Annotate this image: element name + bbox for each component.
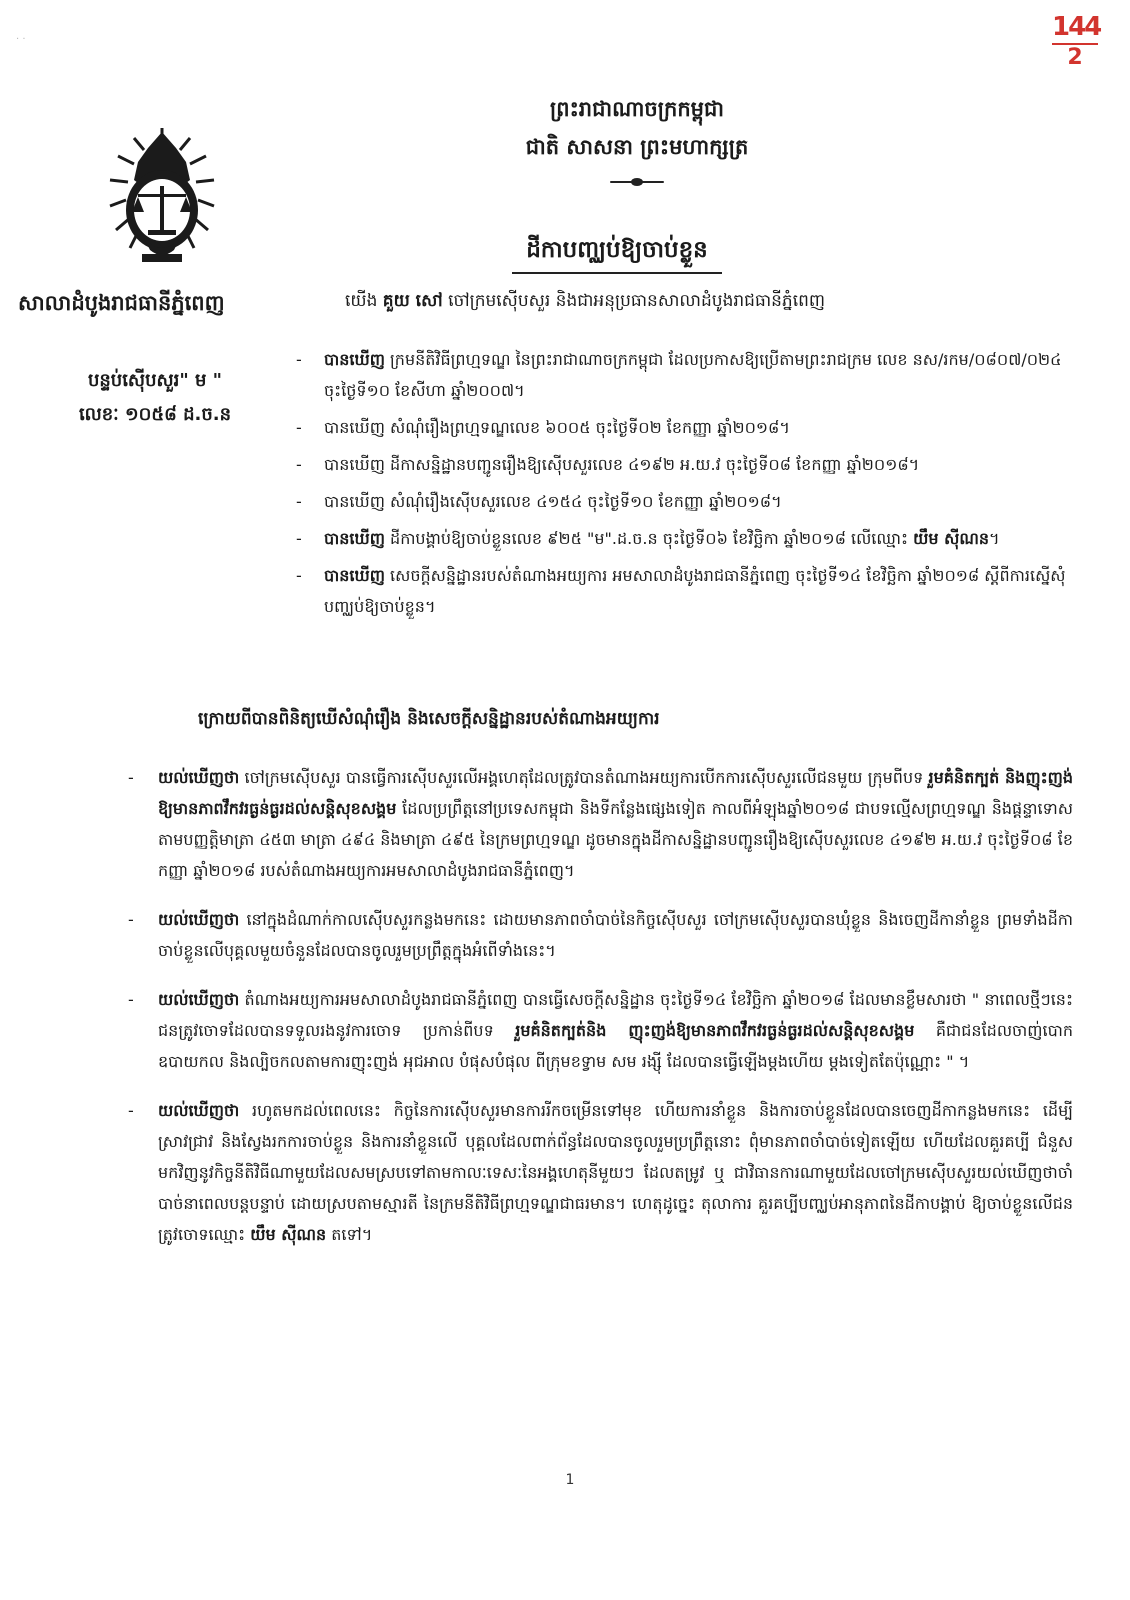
- item-text: ក្រមនីតិវិធីព្រហ្មទណ្ឌ នៃព្រះរាជាណាចក្រកម្ពុជា ដែលប្រកាសឱ្យប្រើតាមព្រះរាជក្រម លេខ នស/រកម/០៨០៧/០២៤ ចុះថ្ងៃទី១០ ខែសីហា ឆ្នាំ២០០៧។: [324, 350, 1062, 400]
- bridge-sentence: ក្រោយពីបានពិនិត្យឃើសំណុំរឿង និងសេចក្តីសន្និដ្ឋានរបស់តំណាងអយ្យការ: [198, 709, 660, 729]
- reason-lead: យល់ឃើញថា: [158, 910, 240, 929]
- list-item: - បានឃើញ ដីកាសន្និដ្ឋានបញ្ជូនរឿងឱ្យស៊ើបសួរលេខ ៤១៩២ អ.យ.វ ចុះថ្ងៃទី០៨ ខែកញ្ញា ឆ្នាំ២០១៨។: [296, 455, 920, 474]
- reason-lead: យល់ឃើញថា: [158, 1101, 240, 1120]
- judge-name: គួយ សៅ: [382, 291, 443, 311]
- margin-note-number: 144: [1052, 12, 1101, 42]
- item-text: សេចក្តីសន្និដ្ឋានរបស់តំណាងអយ្យការ អមសាលាដំបូងរាជធានីភ្នំពេញ ចុះថ្ងៃទី១៤ ខែវិច្ឆិកា ឆ្នាំ២០១៨ ស្តីពីការស្នើសុំបញ្ឈប់ឱ្យចាប់ខ្លួន។: [324, 566, 1066, 616]
- item-lead: បានឃើញ: [324, 350, 385, 369]
- intro-line: [345, 290, 1065, 315]
- reason-lead: យល់ឃើញថា: [158, 768, 240, 787]
- list-item: - បានឃើញ ដីកាបង្គាប់ឱ្យចាប់ខ្លួនលេខ ៩២៥ "ម".ដ.ច.ន ចុះថ្ងៃទី០៦ ខែវិច្ឆិកា ឆ្នាំ២០១៨ លើឈ្មោះ យឹម ស៊ីណន។: [296, 529, 1000, 548]
- reasons-list: [128, 762, 1073, 1268]
- item-lead: បានឃើញ: [324, 529, 385, 548]
- item-end: ។: [989, 529, 1000, 548]
- list-item: - យល់ឃើញថា រហូតមកដល់ពេលនេះ កិច្ចនៃការស៊ើបសួរមានការរីកចម្រើនទៅមុខ ហើយការនាំខ្លួន និងការចាប់ខ្លួនដែលបានចេញដីកាកន្លងមកនេះ ដើម្បីស្រាវជ្រាវ និងស្វែងរកការចាប់ខ្លួន និងការនាំខ្លួនលើ បុគ្គលដែលពាក់ព័ន្ធដែលបានចូលរួមប្រព្រឹត្តនោះ ពុំមានភាពចាំបាច់ទៀតឡើយ ហើយដែលគួរគប្បី ជំនួសមកវិញនូវកិច្ចនីតិវិធីណាមួយដែលសមស្របទៅតាមកាលៈទេសៈនៃអង្គហេតុនីមួយៗ ដែលតម្រូវ ឬ ជាវិធានការណាមួយដែលចៅក្រមស៊ើបសួរយល់ឃើញថាចាំបាច់នាពេលបន្តបន្ទាប់ ដោយស្របតាមស្មារតី នៃក្រមនីតិវិធីព្រហ្មទណ្ឌជាធរមាន។ ហេតុដូច្នេះ តុលាការ គួរគប្បីបញ្ឈប់អានុភាពនៃដីកាបង្គាប់ ឱ្យចាប់ខ្លួនលើជនត្រូវចោទឈ្មោះ យឹម ស៊ីណន តទៅ។: [128, 1101, 1073, 1244]
- reason-text-cont: ដែលប្រព្រឹត្តនៅប្រទេសកម្ពុជា និងទីកន្លែងផ្សេងទៀត កាលពីអំឡុងឆ្នាំ២០១៨ ជាបទល្មើសព្រហ្មទណ្ឌ និងផ្តន្ទាទោសតាមបញ្ញត្តិមាត្រា ៤៥៣ មាត្រា ៤៩៤ និងមាត្រា ៤៩៥ នៃក្រមព្រហ្មទណ្ឌ ដូចមានក្នុងដីកាសន្និដ្ឋានបញ្ជូនរឿងឱ្យស៊ើបសួរលេខ ៤១៩២ អ.យ.វ ចុះថ្ងៃទី០៨ ខែកញ្ញា ឆ្នាំ២០១៨ របស់តំណាងអយ្យការអមសាលាដំបូងរាជធានីភ្នំពេញ។: [158, 799, 1073, 880]
- ornament-divider: [610, 178, 664, 186]
- item-lead: បានឃើញ: [324, 566, 385, 585]
- court-name: សាលាដំបូងរាជធានីភ្នំពេញ: [18, 291, 225, 315]
- item-lead: បានឃើញ: [324, 492, 385, 511]
- list-item: - បានឃើញ សំណុំរឿងស៊ើបសួរលេខ ៤១៥៤ ចុះថ្ងៃទី១០ ខែកញ្ញា ឆ្នាំ២០១៨។: [296, 492, 782, 511]
- list-item: - បានឃើញ សេចក្តីសន្និដ្ឋានរបស់តំណាងអយ្យការ អមសាលាដំបូងរាជធានីភ្នំពេញ ចុះថ្ងៃទី១៤ ខែវិច្ឆិកា ឆ្នាំ២០១៨ ស្តីពីការស្នើសុំបញ្ឈប់ឱ្យចាប់ខ្លួន។: [296, 566, 1066, 616]
- reason-text: រហូតមកដល់ពេលនេះ កិច្ចនៃការស៊ើបសួរមានការរីកចម្រើនទៅមុខ ហើយការនាំខ្លួន និងការចាប់ខ្លួនដែលបានចេញដីកាកន្លងមកនេះ ដើម្បីស្រាវជ្រាវ និងស្វែងរកការចាប់ខ្លួន និងការនាំខ្លួនលើ បុគ្គលដែលពាក់ព័ន្ធដែលបានចូលរួមប្រព្រឹត្តនោះ ពុំមានភាពចាំបាច់ទៀតឡើយ ហើយដែលគួរគប្បី ជំនួសមកវិញនូវកិច្ចនីតិវិធីណាមួយដែលសមស្របទៅតាមកាលៈទេសៈនៃអង្គហេតុនីមួយៗ ដែលតម្រូវ ឬ ជាវិធានការណាមួយដែលចៅក្រមស៊ើបសួរយល់ឃើញថាចាំបាច់នាពេលបន្តបន្ទាប់ ដោយស្របតាមស្មារតី នៃក្រមនីតិវិធីព្រហ្មទណ្ឌជាធរមាន។ ហេតុដូច្នេះ តុលាការ គួរគប្បីបញ្ឈប់អានុភាពនៃដីកាបង្គាប់ ឱ្យចាប់ខ្លួនលើជនត្រូវចោទឈ្មោះ: [158, 1101, 1073, 1244]
- list-item: - យល់ឃើញថា នៅក្នុងដំណាក់កាលស៊ើបសួរកន្លងមកនេះ ដោយមានភាពចាំបាច់នៃកិច្ចស៊ើបសួរ ចៅក្រមស៊ើបសួរបានឃុំខ្លួន និងចេញដីកានាំខ្លួន ព្រមទាំងដីកាចាប់ខ្លួនលើបុគ្គលមួយចំនួនដែលបានចូលរួមប្រព្រឹត្តក្នុងអំពើទាំងនេះ។: [128, 910, 1073, 960]
- list-item: - បានឃើញ ក្រមនីតិវិធីព្រហ្មទណ្ឌ នៃព្រះរាជាណាចក្រកម្ពុជា ដែលប្រកាសឱ្យប្រើតាមព្រះរាជក្រម លេខ នស/រកម/០៨០៧/០២៤ ចុះថ្ងៃទី១០ ខែសីហា ឆ្នាំ២០០៧។: [296, 350, 1062, 400]
- office-reference: [55, 364, 255, 432]
- item-lead: បានឃើញ: [324, 418, 385, 437]
- investigation-office: បន្ទប់ស៊ើបសួរ" ម ": [87, 370, 223, 391]
- list-item: - យល់ឃើញថា ចៅក្រមស៊ើបសួរ បានធ្វើការស៊ើបសួរលើអង្គហេតុដែលត្រូវបានតំណាងអយ្យការបើកការស៊ើបសួរលើជនមួយ ក្រុមពីបទ រួមគំនិតក្បត់ និងញុះញង់ឱ្យមានភាពវឹកវរធ្ងន់ធ្ងរដល់សន្តិសុខសង្គម ដែលប្រព្រឹត្តនៅប្រទេសកម្ពុជា និងទីកន្លែងផ្សេងទៀត កាលពីអំឡុងឆ្នាំ២០១៨ ជាបទល្មើសព្រហ្មទណ្ឌ និងផ្តន្ទាទោសតាមបញ្ញត្តិមាត្រា ៤៥៣ មាត្រា ៤៩៤ និងមាត្រា ៤៩៥ នៃក្រមព្រហ្មទណ្ឌ ដូចមានក្នុងដីកាសន្និដ្ឋានបញ្ជូនរឿងឱ្យស៊ើបសួរលេខ ៤១៩២ អ.យ.វ ចុះថ្ងៃទី០៨ ខែកញ្ញា ឆ្នាំ២០១៨ របស់តំណាងអយ្យការអមសាលាដំបូងរាជធានីភ្នំពេញ។: [128, 768, 1073, 880]
- handwritten-page-note: [1052, 12, 1101, 70]
- item-text: ដីកាសន្និដ្ឋានបញ្ជូនរឿងឱ្យស៊ើបសួរលេខ ៤១៩២ អ.យ.វ ចុះថ្ងៃទី០៨ ខែកញ្ញា ឆ្នាំ២០១៨។: [390, 455, 920, 474]
- reason-offense: រួមគំនិតក្បត់និង ញុះញង់ឱ្យមានភាពវឹកវរធ្ងន់ធ្ងរដល់សន្តិសុខសង្គម: [515, 1021, 915, 1040]
- reason-text-cont: តទៅ។: [331, 1225, 373, 1244]
- reason-text: តំណាងអយ្យការអមសាលាដំបូងរាជធានីភ្នំពេញ បានធ្វើសេចក្តីសន្និដ្ឋាន ចុះថ្ងៃទី១៤ ខែវិច្ឆិកា ឆ្នាំ២០១៨ ដែលមានខ្លឹមសារថា " នាពេលថ្មីៗនេះ ជនត្រូវចោទដែលបានទទួលរងនូវការចោទ ប្រកាន់ពីបទ: [158, 990, 1073, 1040]
- considerations-list: [296, 344, 1066, 628]
- item-text: សំណុំរឿងព្រហ្មទណ្ឌលេខ ៦០០៥ ចុះថ្ងៃទី០២ ខែកញ្ញា ឆ្នាំ២០១៨។: [390, 418, 790, 437]
- intro-rest: ចៅក្រមស៊ើបសួរ និងជាអនុប្រធានសាលាដំបូងរាជធានីភ្នំពេញ: [448, 291, 826, 311]
- kingdom-title: ព្រះរាជាណាចក្រកម្ពុជា: [549, 97, 724, 121]
- national-motto: ជាតិ សាសនា ព្រះមហាក្សត្រ: [525, 135, 749, 159]
- reason-offense: រួមគំនិតក្បត់ និងញុះញង់ឱ្យមានភាពវឹកវរធ្ងន់ធ្ងរដល់សន្តិសុខសង្គម: [158, 768, 1073, 818]
- court-emblem-icon: [104, 128, 220, 268]
- margin-note-sub: 2: [1052, 43, 1098, 69]
- document-number: លេខៈ ១០៥៨ ដ.ច.ន: [78, 404, 232, 425]
- document-title: ដីកាបញ្ឈប់ឱ្យចាប់ខ្លួន: [512, 236, 722, 274]
- scan-artifact: · ·: [16, 34, 26, 45]
- national-header: [452, 90, 822, 186]
- page-number: 1: [565, 1472, 575, 1488]
- reason-lead: យល់ឃើញថា: [158, 990, 240, 1009]
- item-text: សំណុំរឿងស៊ើបសួរលេខ ៤១៥៤ ចុះថ្ងៃទី១០ ខែកញ្ញា ឆ្នាំ២០១៨។: [390, 492, 782, 511]
- intro-prefix: យើង: [345, 291, 378, 311]
- reason-text: នៅក្នុងដំណាក់កាលស៊ើបសួរកន្លងមកនេះ ដោយមានភាពចាំបាច់នៃកិច្ចស៊ើបសួរ ចៅក្រមស៊ើបសួរបានឃុំខ្លួន និងចេញដីកានាំខ្លួន ព្រមទាំងដីកាចាប់ខ្លួនលើបុគ្គលមួយចំនួនដែលបានចូលរួមប្រព្រឹត្តក្នុងអំពើទាំងនេះ។: [158, 910, 1073, 960]
- suspect-name: យឹម ស៊ីណន: [250, 1225, 327, 1244]
- reason-text-cont: គឺជាជនដែលចាញ់បោក ឧបាយកល និងល្បិចកលតាមការញុះញង់ អុជអាល បំផុសបំផុល ពីក្រុមខទ្វាម សម រង្ស៊ី ដែលបានធ្វើឡើងម្តងហើយ ម្តងទៀតតែប៉ុណ្ណោះ " ។: [158, 1021, 1073, 1071]
- list-item: - បានឃើញ សំណុំរឿងព្រហ្មទណ្ឌលេខ ៦០០៥ ចុះថ្ងៃទី០២ ខែកញ្ញា ឆ្នាំ២០១៨។: [296, 418, 790, 437]
- item-text: ដីកាបង្គាប់ឱ្យចាប់ខ្លួនលេខ ៩២៥ "ម".ដ.ច.ន ចុះថ្ងៃទី០៦ ខែវិច្ឆិកា ឆ្នាំ២០១៨ លើឈ្មោះ: [390, 529, 909, 548]
- item-lead: បានឃើញ: [324, 455, 385, 474]
- list-item: - យល់ឃើញថា តំណាងអយ្យការអមសាលាដំបូងរាជធានីភ្នំពេញ បានធ្វើសេចក្តីសន្និដ្ឋាន ចុះថ្ងៃទី១៤ ខែវិច្ឆិកា ឆ្នាំ២០១៨ ដែលមានខ្លឹមសារថា " នាពេលថ្មីៗនេះ ជនត្រូវចោទដែលបានទទួលរងនូវការចោទ ប្រកាន់ពីបទ រួមគំនិតក្បត់និង ញុះញង់ឱ្យមានភាពវឹកវរធ្ងន់ធ្ងរដល់សន្តិសុខសង្គម គឺជាជនដែលចាញ់បោក ឧបាយកល និងល្បិចកលតាមការញុះញង់ អុជអាល បំផុសបំផុល ពីក្រុមខទ្វាម សម រង្ស៊ី ដែលបានធ្វើឡើងម្តងហើយ ម្តងទៀតតែប៉ុណ្ណោះ " ។: [128, 990, 1073, 1071]
- reason-text: ចៅក្រមស៊ើបសួរ បានធ្វើការស៊ើបសួរលើអង្គហេតុដែលត្រូវបានតំណាងអយ្យការបើកការស៊ើបសួរលើជនមួយ ក្រុមពីបទ: [244, 768, 924, 787]
- suspect-name: យឹម ស៊ីណន: [913, 529, 990, 548]
